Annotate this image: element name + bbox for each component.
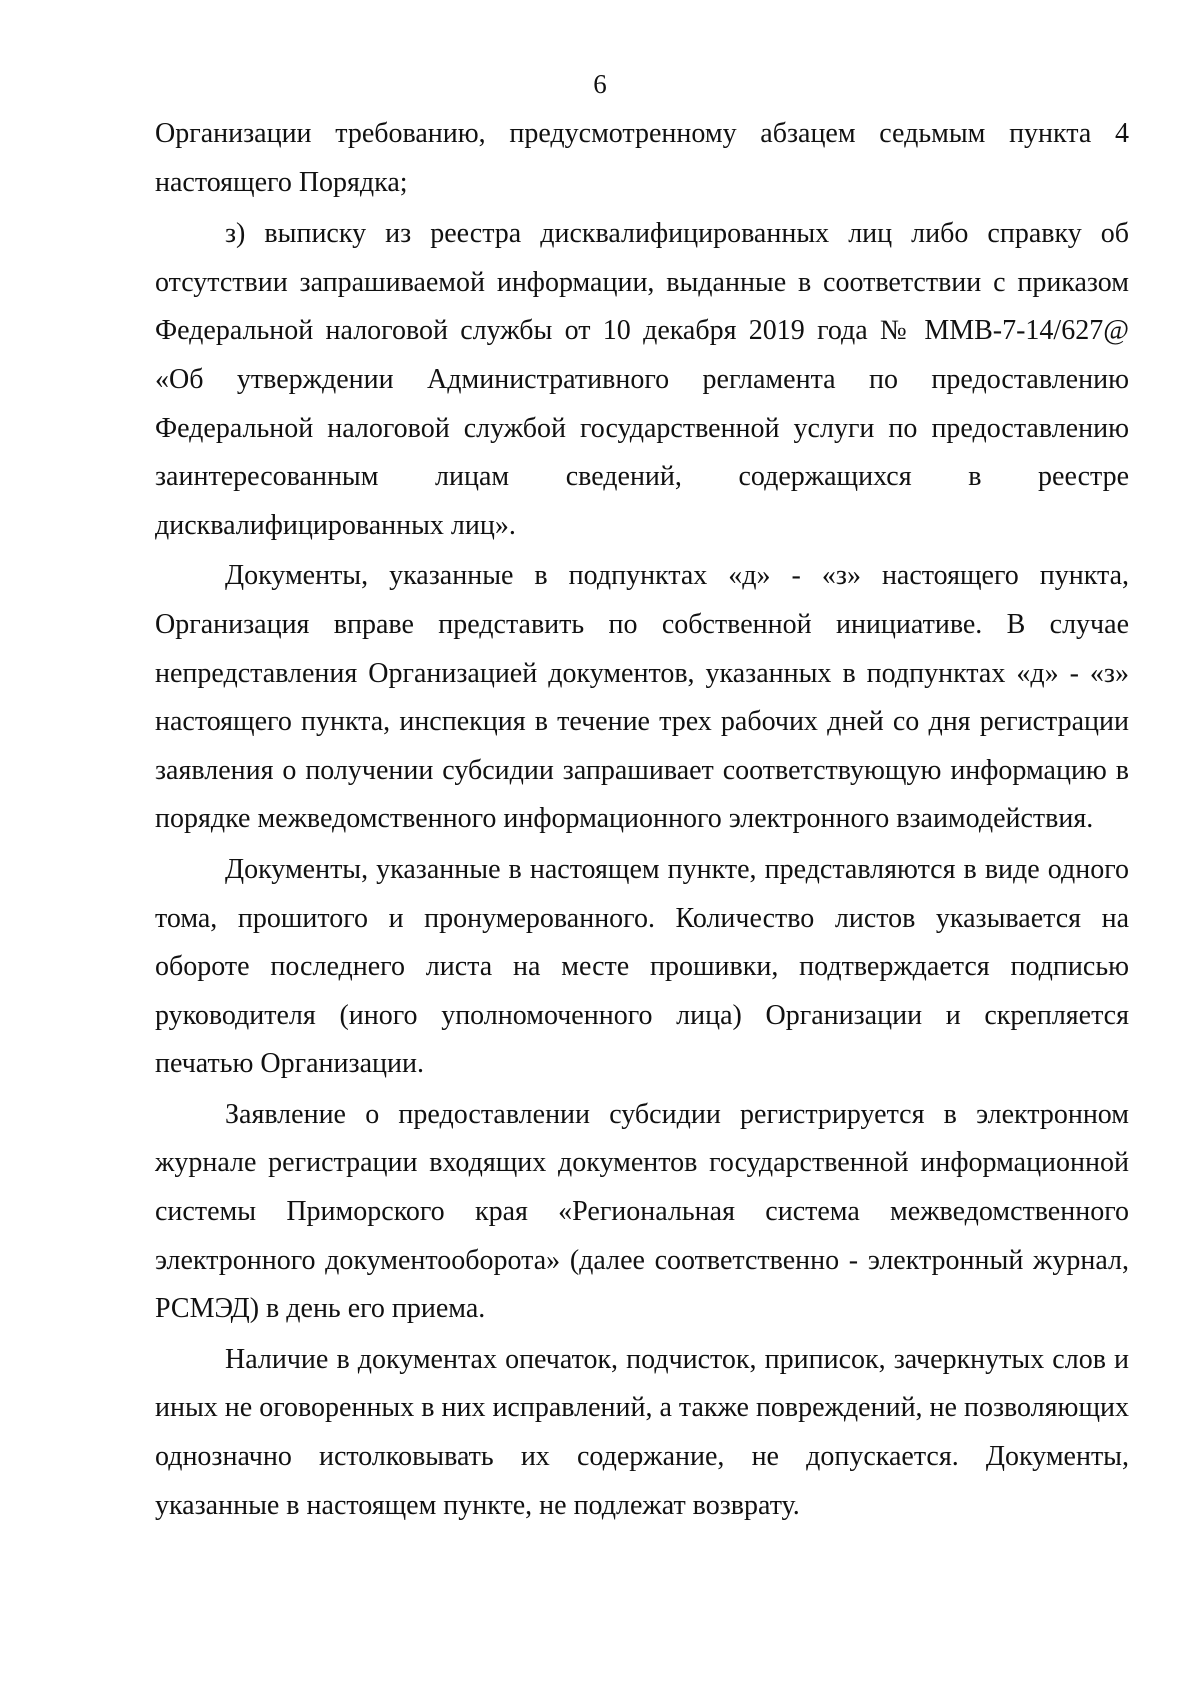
paragraph-continuation: Организации требованию, предусмотренному абзацем седьмым пункта 4 настоящего Порядка; bbox=[155, 118, 1129, 198]
paragraph-item-z: з) выписку из реестра дисквалифицированных лиц либо справку об отсутствии запрашиваемой информации, выданные в соответствии с приказом Федеральной налоговой службы от 10 декабря 2019 года № ММВ-7-14/627@ «Об утверждении Административного регламента по предоставлению Федеральной налоговой службой государственной услуги по предоставлению заинтересованным лицам сведений, содержащихся в реестре дисквалифицированных лиц». bbox=[155, 218, 1129, 541]
paragraph-registration: Заявление о предоставлении субсидии регистрируется в электронном журнале регистрации входящих документов государственной информационной системы Приморского края «Региональная система межведомственного электронного документооборота» (далее соответственно - электронный журнал, РСМЭД) в день его приема. bbox=[155, 1098, 1129, 1325]
paragraph-documents-format: Документы, указанные в настоящем пункте, представляются в виде одного тома, прошитого и пронумерованного. Количество листов указывается на обороте последнего листа на месте прошивки, подтверждается подписью руководителя (иного уполномоченного лица) Организации и скрепляется печатью Организации. bbox=[155, 853, 1129, 1080]
paragraph-documents-optional: Документы, указанные в подпунктах «д» - «з» настоящего пункта, Организация вправе представить по собственной инициативе. В случае непредставления Организацией документов, указанных в подпунктах «д» - «з» настоящего пункта, инспекция в течение трех рабочих дней со дня регистрации заявления о получении субсидии запрашивает соответствующую информацию в порядке межведомственного информационного электронного взаимодействия. bbox=[155, 560, 1129, 835]
document-body bbox=[155, 110, 1129, 1530]
paragraph-corrections: Наличие в документах опечаток, подчисток, приписок, зачеркнутых слов и иных не оговоренных в них исправлений, а также повреждений, не позволяющих однозначно истолковывать их содержание, не допускается. Документы, указанные в настоящем пункте, не подлежат возврату. bbox=[155, 1343, 1129, 1521]
page-number: 6 bbox=[593, 69, 607, 99]
